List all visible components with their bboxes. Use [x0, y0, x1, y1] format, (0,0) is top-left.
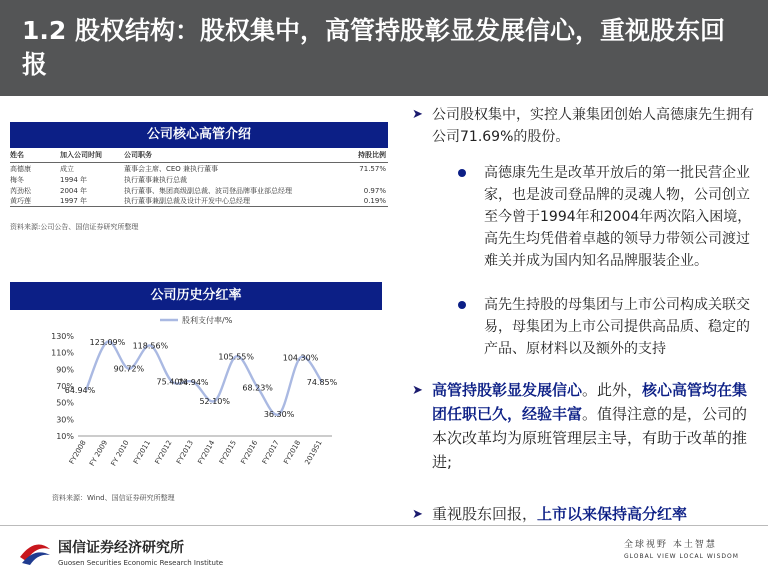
exec-table-title: 公司核心高管介绍: [10, 122, 388, 148]
plain-text: 。值得注意的是，公司的本次改革均为原班管理层主导，有助于改革的推进;: [432, 405, 748, 471]
data-label: 123.09%: [89, 337, 126, 347]
slide-title: 1.2 股权结构：股权集中，高管持股彰显发展信心，重视股东回报: [22, 16, 725, 79]
table-cell: 高德康: [10, 164, 31, 173]
x-tick-label: FY2012: [153, 439, 174, 466]
chart-title: 公司历史分红率: [10, 282, 382, 310]
guosen-logo-icon: [18, 535, 52, 567]
plain-text: 重视股东回报，: [432, 505, 538, 523]
table-cell: 1997 年: [60, 197, 88, 205]
x-tick-label: FY 2010: [109, 439, 131, 468]
x-tick-label: FY2018: [282, 439, 303, 466]
x-tick-label: FY2013: [175, 439, 196, 466]
data-label: 90.72%: [113, 364, 145, 374]
highlight-text: 核心高管均在集团任职已久，经验丰富: [432, 381, 748, 423]
y-tick-label: 10%: [56, 432, 74, 441]
bullet-text: 公司股权集中，实控人兼集团创始人高德康先生拥有公司71.69%的股份。: [432, 107, 754, 145]
plain-text: 。此外，: [582, 381, 643, 399]
table-cell: 0.97%: [363, 186, 386, 195]
bullet-text: [432, 502, 762, 526]
table-row: [10, 174, 388, 185]
legend-label: 股利支付率/%: [182, 316, 233, 325]
y-tick-label: 30%: [56, 415, 74, 425]
table-header-name: 姓名: [10, 151, 24, 159]
table-source-note: 资料来源:公司公告、国信证券研究所整理: [10, 223, 139, 231]
table-cell: 董事会主席、CEO 兼执行董事: [124, 164, 219, 173]
data-label: 118.56%: [132, 341, 169, 351]
data-label: 104.30%: [282, 353, 319, 363]
x-tick-label: FY2011: [132, 439, 153, 466]
table-cell: 梅冬: [10, 175, 24, 184]
arrow-bullet-icon: ➤: [412, 507, 423, 522]
slide-footer: [0, 525, 768, 580]
table-cell: 执行董事、集团高级副总裁、波司登品牌事业部总经理: [124, 186, 292, 195]
x-tick-label: FY2017: [260, 439, 281, 466]
institute-name-en: Guosen Securities Economic Research Institute: [58, 559, 223, 567]
x-tick-label: 2019S1: [303, 439, 324, 467]
x-tick-label: FY2015: [217, 439, 238, 466]
table-row: [10, 196, 388, 207]
bullet-text: [432, 378, 762, 474]
data-label: 75.40%: [156, 377, 188, 387]
footer-divider: [0, 525, 768, 526]
institute-name: 国信证券经济研究所: [58, 540, 184, 556]
dot-bullet-icon: [458, 169, 466, 177]
y-tick-label: 90%: [56, 365, 74, 375]
table-cell: 0.19%: [363, 197, 386, 205]
dot-bullet-icon: [458, 301, 466, 309]
table-header-row: [10, 148, 388, 163]
y-tick-label: 110%: [51, 348, 74, 358]
subbullet-text: 高德康先生是改革开放后的第一批民营企业家，也是波司登品牌的灵魂人物，公司创立至今曾于1994年和2004年两次陷入困境，高先生均凭借着卓越的领导力带领公司渡过难关并成为国内知名品牌服装企业。: [484, 165, 752, 269]
subbullet-text: 高先生持股的母集团与上市公司构成关联交易，母集团为上市公司提供高品质、稳定的产品、原材料以及额外的支持: [484, 297, 750, 357]
table-cell: 芮劲松: [10, 186, 31, 195]
table-cell: 1994 年: [60, 175, 88, 184]
slide-header: [0, 0, 768, 96]
data-label: 36.30%: [263, 410, 295, 420]
exec-table: [10, 148, 388, 207]
data-label: 68.23%: [242, 383, 273, 393]
table-cell: 执行董事兼执行总裁: [124, 175, 187, 184]
table-header-join: 加入公司时间: [60, 151, 102, 159]
table-cell: 黄巧莲: [10, 197, 31, 205]
chart-source-note: 资料来源：Wind、国信证券研究所整理: [52, 494, 175, 502]
slogan-en: GLOBAL VIEW LOCAL WISDOM: [624, 553, 739, 560]
slogan-cn: 全球视野 本土智慧: [624, 540, 717, 550]
table-cell: 2004 年: [60, 186, 88, 195]
data-label: 52.10%: [199, 396, 230, 406]
x-tick-label: FY2014: [196, 439, 217, 466]
arrow-bullet-icon: ➤: [412, 383, 423, 398]
table-header-position: 公司职务: [124, 151, 152, 159]
table-row: [10, 163, 388, 174]
y-tick-label: 50%: [56, 398, 74, 408]
table-cell: 执行董事兼副总裁及设计开发中心总经理: [124, 197, 250, 205]
data-label: 105.55%: [218, 352, 254, 362]
arrow-bullet-icon: ➤: [412, 107, 423, 122]
y-tick-label: 70%: [56, 382, 74, 391]
table-header-share: 持股比例: [358, 151, 386, 159]
dividend-chart: [10, 310, 382, 492]
x-tick-label: FY2008: [67, 439, 88, 466]
x-tick-label: FY2016: [239, 439, 260, 466]
highlight-text: 上市以来保持高分红率: [537, 505, 688, 523]
data-label: 74.94%: [178, 377, 209, 387]
data-label: 64.94%: [64, 386, 96, 396]
x-tick-label: FY 2009: [88, 439, 110, 468]
data-label: 74.85%: [306, 377, 338, 387]
y-tick-label: 130%: [51, 332, 74, 341]
table-cell: 71.57%: [359, 164, 386, 173]
highlight-text: 高管持股彰显发展信心: [432, 381, 583, 399]
table-row: [10, 185, 388, 196]
table-cell: 成立: [60, 164, 74, 173]
